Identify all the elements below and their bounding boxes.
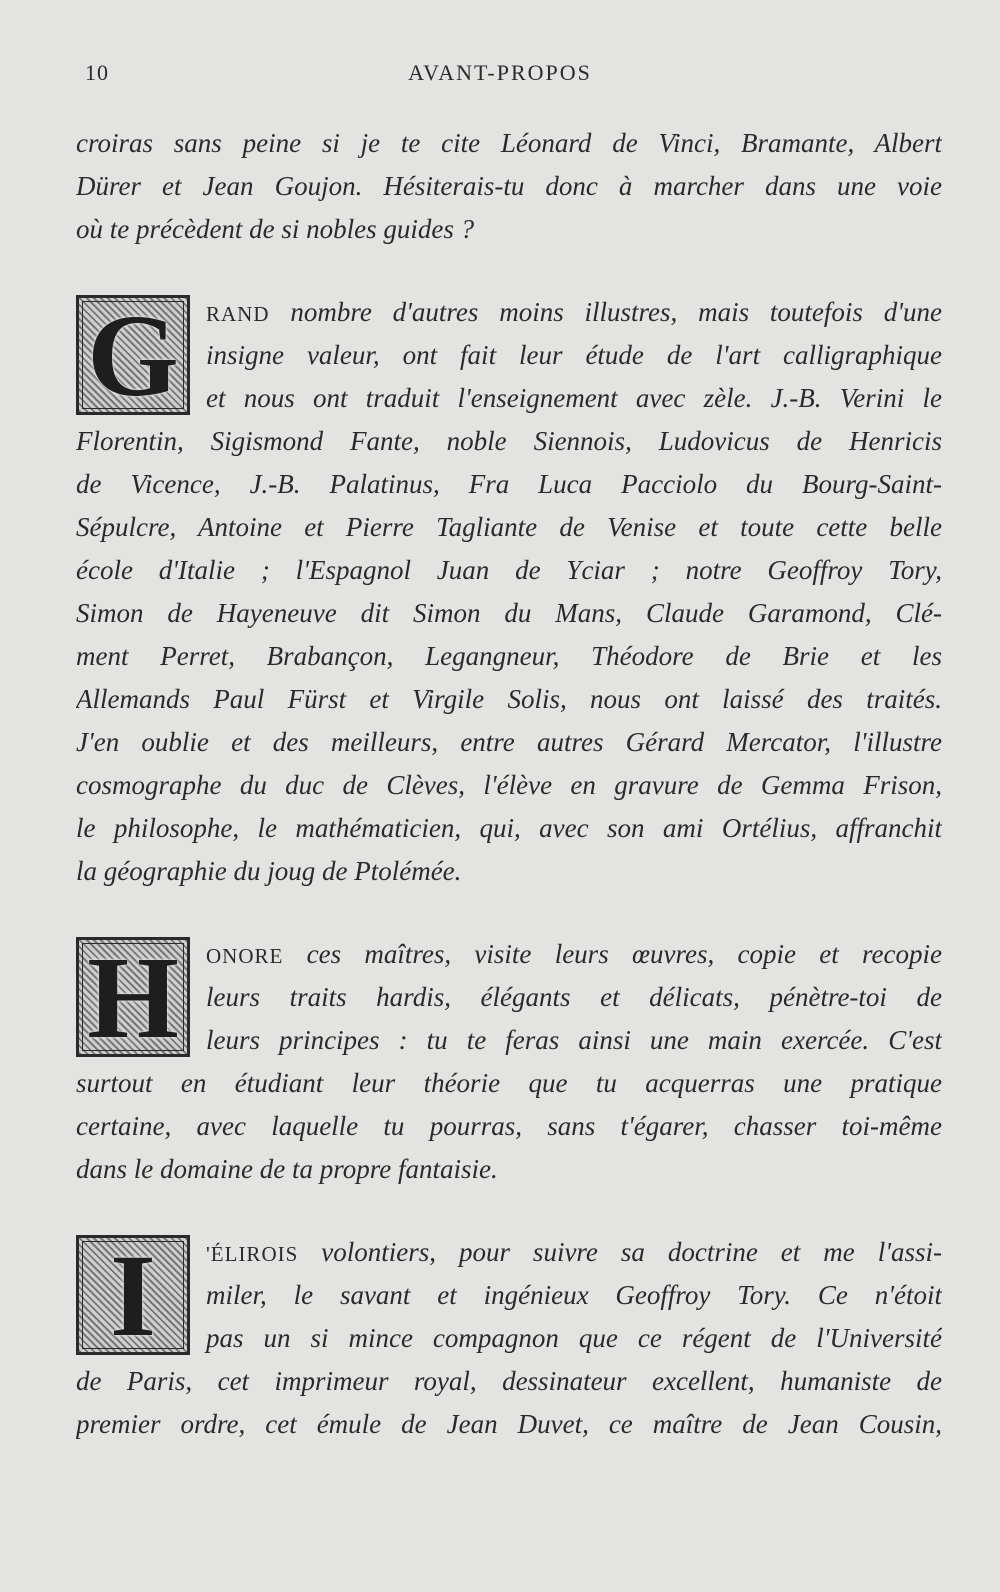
paragraph-honore	[76, 933, 942, 1191]
text-line: Dürer et Jean Goujon. Hésiterais-tu donc à marcher dans une voie	[76, 171, 942, 201]
paragraph-continuation	[76, 122, 942, 251]
text-line: où te précèdent de si nobles guides ?	[76, 214, 475, 244]
ornamental-initial-i	[76, 1230, 190, 1361]
lead-rest: volontiers, pour suivre sa doctrine et me l'assi-	[298, 1237, 942, 1267]
text-line: de Vicence, J.-B. Palatinus, Fra Luca Pacciolo du Bourg-Saint-	[76, 469, 942, 499]
body-text	[76, 122, 942, 1446]
lead-smallcaps: ONORE	[206, 944, 284, 968]
paragraph-grand-nombre	[76, 291, 942, 893]
drop-cap-letter: H	[87, 932, 179, 1063]
lead-rest: ces maîtres, visite leurs œuvres, copie et recopie	[283, 939, 942, 969]
drop-cap-letter: I	[110, 1230, 156, 1361]
lead-rest: nombre d'autres moins illustres, mais toutefois d'une	[269, 297, 942, 327]
text-line: Sépulcre, Antoine et Pierre Tagliante de Venise et toute cette belle	[76, 512, 942, 542]
lead-smallcaps: RAND	[206, 302, 270, 326]
text-line-first	[76, 291, 942, 334]
text-line: de Paris, cet imprimeur royal, dessinateur excellent, humaniste de	[76, 1366, 942, 1396]
text-line: Allemands Paul Fürst et Virgile Solis, nous ont laissé des traités.	[76, 684, 942, 714]
text-line: leurs traits hardis, élégants et délicats, pénètre-toi de	[206, 982, 942, 1012]
text-line: certaine, avec laquelle tu pourras, sans t'égarer, chasser toi-même	[76, 1111, 942, 1141]
page-header-title: AVANT-PROPOS	[408, 60, 592, 85]
ornamental-initial-h	[76, 932, 190, 1063]
lead-smallcaps: 'ÉLIROIS	[206, 1242, 299, 1266]
text-line: Florentin, Sigismond Fante, noble Siennois, Ludovicus de Henricis	[76, 426, 942, 456]
running-head	[0, 60, 1000, 90]
text-line-first	[76, 1231, 942, 1274]
text-line: et nous ont traduit l'enseignement avec zèle. J.-B. Verini le	[206, 383, 942, 413]
text-line: dans le domaine de ta propre fantaisie.	[76, 1154, 498, 1184]
text-line: surtout en étudiant leur théorie que tu acquerras une pratique	[76, 1068, 942, 1098]
text-line: le philosophe, le mathématicien, qui, avec son ami Ortélius, affranchit	[76, 813, 942, 843]
text-line: insigne valeur, ont fait leur étude de l'art calligraphique	[206, 340, 942, 370]
text-line: ment Perret, Brabançon, Legangneur, Théodore de Brie et les	[76, 641, 942, 671]
paragraph-elirois	[76, 1231, 942, 1446]
text-line: premier ordre, cet émule de Jean Duvet, ce maître de Jean Cousin,	[76, 1409, 942, 1439]
text-line: J'en oublie et des meilleurs, entre autres Gérard Mercator, l'illustre	[76, 727, 942, 757]
text-line: leurs principes : tu te feras ainsi une main exercée. C'est	[206, 1025, 942, 1055]
text-line: cosmographe du duc de Clèves, l'élève en gravure de Gemma Frison,	[76, 770, 942, 800]
text-line: Simon de Hayeneuve dit Simon du Mans, Claude Garamond, Clé-	[76, 598, 942, 628]
page-number: 10	[85, 60, 109, 85]
drop-cap-letter: G	[87, 290, 179, 421]
text-line: croiras sans peine si je te cite Léonard de Vinci, Bramante, Albert	[76, 128, 942, 158]
text-line: la géographie du joug de Ptolémée.	[76, 856, 462, 886]
text-line: école d'Italie ; l'Espagnol Juan de Yciar ; notre Geoffroy Tory,	[76, 555, 942, 585]
text-line: miler, le savant et ingénieux Geoffroy Tory. Ce n'étoit	[206, 1280, 942, 1310]
ornamental-initial-g	[76, 290, 190, 421]
text-line-first	[76, 933, 942, 976]
text-line: pas un si mince compagnon que ce régent de l'Université	[206, 1323, 942, 1353]
